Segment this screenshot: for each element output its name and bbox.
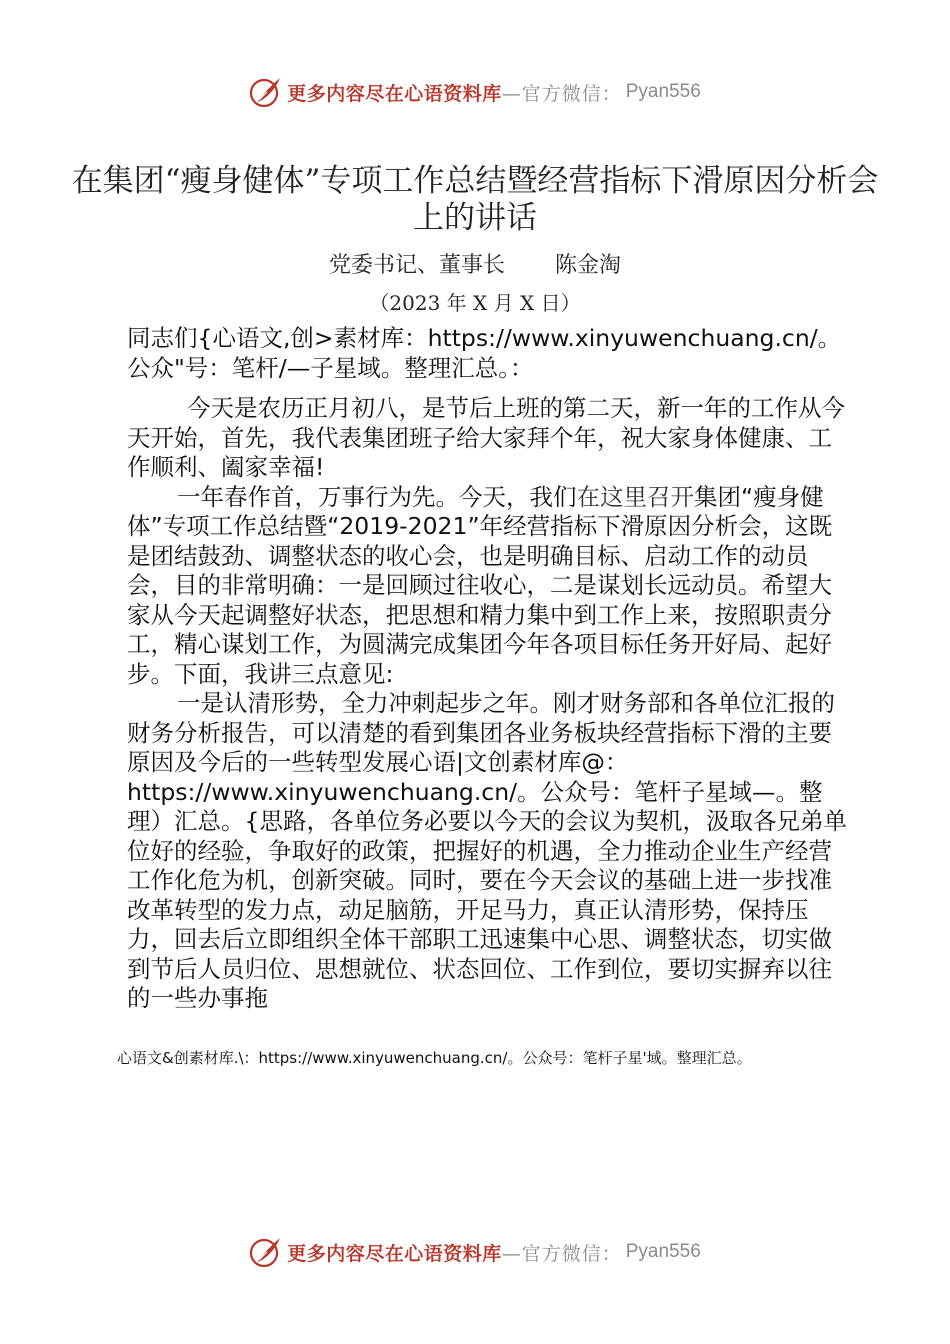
quill-logo-icon [249, 75, 283, 109]
banner-wechat-label: —官方微信： [501, 1242, 622, 1265]
speech-date: （2023 年 X 月 X 日） [369, 291, 581, 315]
paragraph-point-one: 一是认清形势，全力冲刺起步之年。刚才财务部和各单位汇报的财务分析报告，可以清楚的看到集团各业务板块经营指标下滑的主要原因及今后的一些转型发展心语|文创素材库@：https://www.xinyuwenchuang.cn/。公众号：笔杆子星域—。整理）汇总。{思路，各单位务必要以今天的会议为契机，汲取各兄弟单位好的经验，争取好的政策，把握好的机遇，全力推动企业生产经营工作化危为机，创新突破。同时，要在今天会议的基础上进一步找准改革转型的发力点，动足脑筋，开足马力，真正认清形势，保持压力，回去后立即组织全体干部职工迅速集中心思、调整状态，切实做到节后人员归位、思想就位、状态回位、工作到位，要切实摒弃以往的一些办事拖 [127, 689, 847, 1012]
banner-brand-text: 更多内容尽在心语资料库 [287, 82, 502, 105]
quill-logo-icon [249, 1235, 283, 1269]
header-banner [0, 72, 950, 112]
author-role: 党委书记、董事长 [328, 253, 505, 278]
banner-wechat-id: Pyan556 [625, 1241, 701, 1262]
banner-brand-text: 更多内容尽在心语资料库 [287, 1242, 502, 1265]
paragraph-meeting-purpose-part1: 一年春作首，万事行为先。今天，我们 [177, 482, 577, 511]
banner-wechat-label: —官方微信： [501, 82, 622, 105]
salutation-paragraph: 同志们{心语文,创>素材库：https://www.xinyuwenchuang.cn/。公众"号：笔杆/—子星域。整理汇总。： [127, 324, 842, 382]
paragraph-greeting: 今天是农历正月初八，是节后上班的第二天，新一年的工作从今天开始，首先，我代表集团班子给大家拜个年，祝大家身体健康、工作顺利、阖家幸福! [127, 394, 845, 481]
banner-wechat-id: Pyan556 [625, 81, 701, 102]
paragraph-meeting-purpose [127, 483, 853, 690]
speech-body [127, 324, 853, 1014]
author-line [0, 248, 950, 279]
paragraph-meeting-purpose-part2: 在这里召开 [576, 482, 694, 511]
author-name: 陈金淘 [555, 253, 622, 278]
footnote-watermark-text: 心语文&创素材库.\：https://www.xinyuwenchuang.cn/。公众号：笔杆子星'域。整理汇总。 [117, 1049, 752, 1067]
document-title: 在集团“瘦身健体”专项工作总结暨经营指标下滑原因分析会上的讲话 [71, 163, 879, 236]
paragraph-meeting-purpose-part3: 集团“瘦身健体”专项工作总结暨“2019-2021”年经营指标下滑原因分析会，这既是团结鼓劲、调整状态的收心会，也是明确目标、启动工作的动员会，目的非常明确：一是回顾过往收心，二是谋划长远动员。希望大家从今天起调整好状态，把思想和精力集中到工作上来，按照职责分工，精心谋划工作，为圆满完成集团今年各项目标任务开好局、起好步。下面，我讲三点意见: [127, 482, 833, 688]
footer-banner [0, 1232, 950, 1272]
